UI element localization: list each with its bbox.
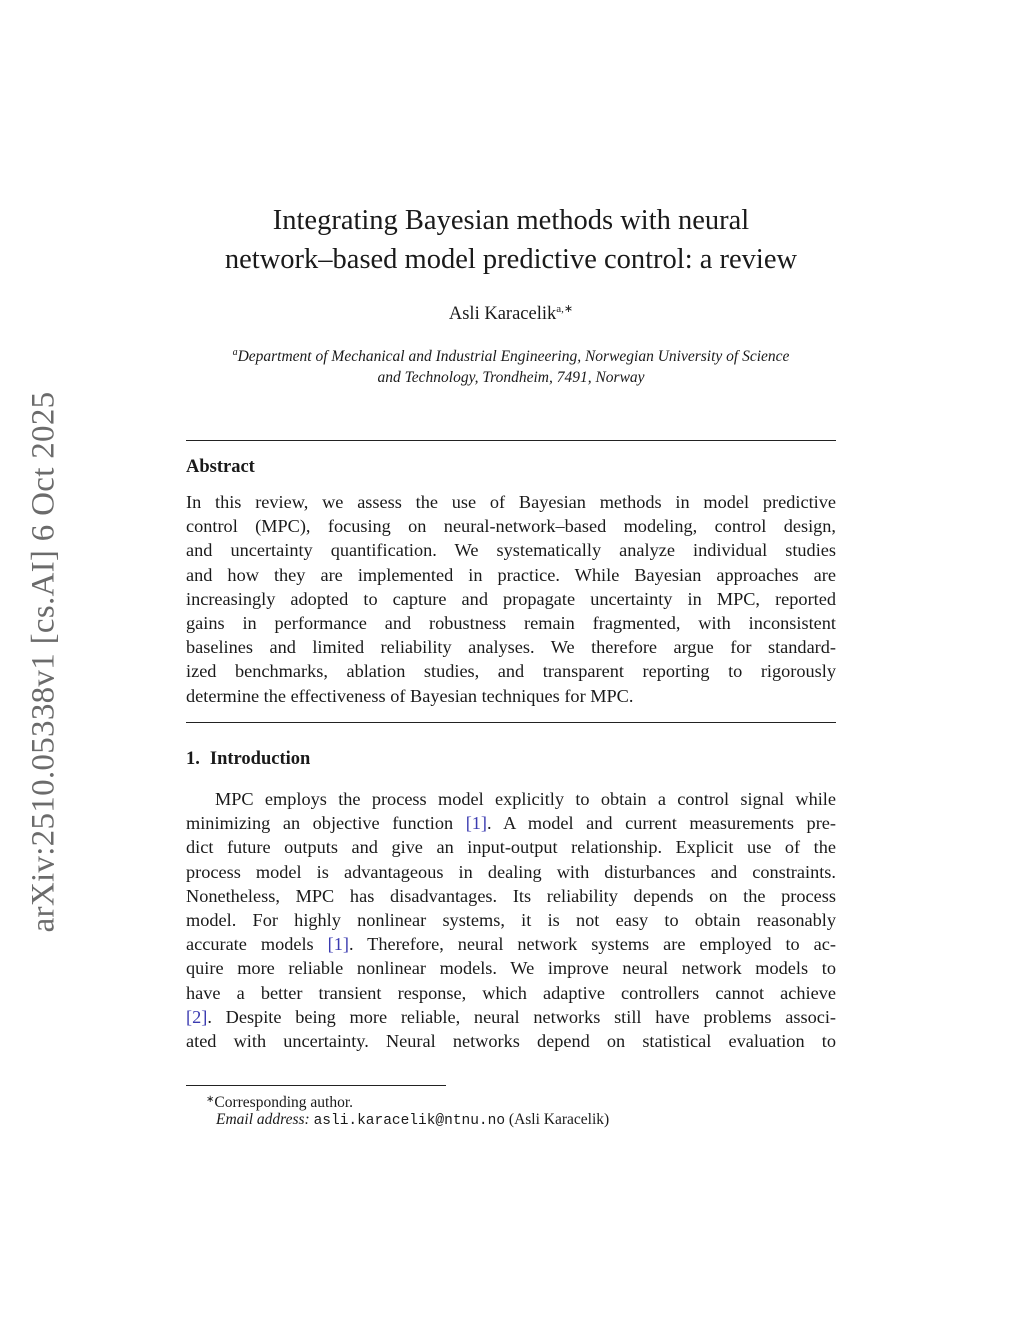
intro-line: process model is advantageous in dealing with disturbances and constraints.: [186, 861, 836, 882]
affiliation: [186, 342, 836, 388]
intro-line: model. For highly nonlinear systems, it is not easy to obtain reasonably: [186, 910, 836, 931]
author-name: Asli Karacelik: [448, 304, 557, 324]
abstract-line: and how they are implemented in practice. While Bayesian approaches are: [186, 564, 836, 585]
footnote-mark: ∗: [206, 1094, 215, 1105]
introduction-paragraph: [186, 787, 836, 1053]
abstract-line: and uncertainty quantification. We systematically analyze individual studies: [186, 540, 836, 561]
intro-line: [186, 932, 836, 956]
intro-line: [186, 811, 836, 835]
citation-link-2[interactable]: [2]: [186, 1006, 208, 1027]
abstract-bottom-rule: [186, 722, 836, 723]
intro-text: minimizing an objective function: [186, 813, 466, 834]
abstract-heading: Abstract: [186, 457, 255, 477]
section-title: Introduction: [209, 749, 311, 769]
intro-text: accurate models: [186, 934, 328, 955]
intro-text: . A model and current measurements pre-: [487, 813, 836, 834]
title-line-2: network–based model predictive control: a review: [224, 244, 798, 275]
author-line: [186, 302, 836, 325]
intro-line: MPC employs the process model explicitly to obtain a control signal while: [215, 789, 836, 809]
abstract-line: gains in performance and robustness remain fragmented, with inconsistent: [186, 613, 836, 634]
footnote-email: [216, 1110, 866, 1131]
abstract-line: baselines and limited reliability analyses. We therefore argue for standard-: [186, 637, 836, 658]
abstract-line: increasingly adopted to capture and propagate uncertainty in MPC, reported: [186, 588, 836, 609]
affiliation-mark: a: [232, 347, 238, 358]
abstract-line: In this review, we assess the use of Bayesian methods in model predictive: [186, 492, 836, 512]
abstract-body: [186, 490, 836, 708]
paper-title: [186, 201, 836, 279]
intro-line: [186, 1005, 836, 1029]
intro-text: . Despite being more reliable, neural networks still have problems associ-: [207, 1006, 836, 1027]
abstract-line: determine the effectiveness of Bayesian techniques for MPC.: [186, 685, 634, 706]
email-owner: (Asli Karacelik): [508, 1111, 610, 1128]
intro-line: Nonetheless, MPC has disadvantages. Its reliability depends on the process: [186, 885, 836, 906]
intro-line: quire more reliable nonlinear models. We improve neural network models to: [186, 958, 836, 979]
intro-line: dict future outputs and give an input-output relationship. Explicit use of the: [186, 837, 836, 858]
citation-link-1b[interactable]: [1]: [327, 934, 349, 955]
arxiv-identifier-text: arXiv:2510.05338v1 [cs.AI] 6 Oct 2025: [25, 391, 62, 933]
affiliation-line-1: [186, 342, 836, 367]
email-address-link[interactable]: asli.karacelik@ntnu.no: [313, 1113, 506, 1129]
citation-link-1[interactable]: [1]: [465, 813, 488, 834]
abstract-line: control (MPC), focusing on neural-network–based modeling, control design,: [186, 516, 836, 537]
title-line-1: Integrating Bayesian methods with neural: [272, 205, 750, 236]
abstract-top-rule: [186, 440, 836, 441]
intro-line: ated with uncertainty. Neural networks depend on statistical evaluation to: [186, 1031, 836, 1052]
section-number: 1.: [186, 749, 200, 769]
footnote-corresponding-text: Corresponding author.: [214, 1094, 354, 1111]
abstract-line: ized benchmarks, ablation studies, and transparent reporting to rigorously: [186, 661, 836, 682]
intro-text: . Therefore, neural network systems are employed to ac-: [348, 934, 836, 955]
author-marks: a,∗: [556, 303, 574, 315]
email-label: Email address:: [216, 1111, 310, 1128]
intro-line: have a better transient response, which adaptive controllers cannot achieve: [186, 982, 836, 1003]
affiliation-line-2: and Technology, Trondheim, 7491, Norway: [377, 369, 645, 386]
footnote-rule: [186, 1085, 446, 1086]
affiliation-line-1-text: Department of Mechanical and Industrial Engineering, Norwegian University of Science: [237, 348, 790, 365]
section-heading-introduction: [186, 749, 310, 770]
